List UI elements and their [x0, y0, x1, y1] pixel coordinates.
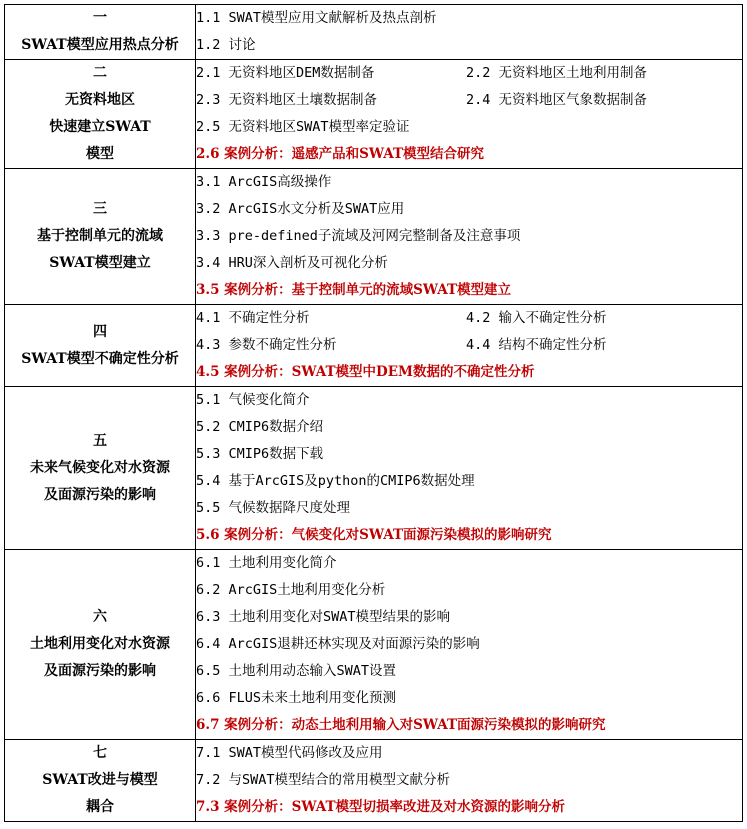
- topic-text: 1.2 讨论: [196, 37, 256, 53]
- topic-text: 2.2 无资料地区土地利用制备: [466, 65, 648, 81]
- topic-text: 3.1 ArcGIS高级操作: [196, 174, 332, 190]
- chapter-title-line: 未来气候变化对水资源: [30, 459, 170, 476]
- chapter-topics: [196, 60, 743, 169]
- chapter-heading: [5, 387, 196, 550]
- chapter-heading: [5, 60, 196, 169]
- case-study-item: [196, 794, 742, 821]
- topic-text: 5.6 案例分析：气候变化对SWAT面源污染模拟的影响研究: [196, 527, 552, 543]
- case-study-item: [196, 277, 742, 304]
- topic-item: [196, 5, 742, 32]
- case-study-item: [196, 522, 742, 549]
- topic-text: 7.3 案例分析：SWAT模型切损率改进及对水资源的影响分析: [196, 799, 566, 815]
- topic-text: 7.2 与SWAT模型结合的常用模型文献分析: [196, 772, 451, 788]
- chapter-row: [5, 305, 743, 387]
- topic-text: 2.5 无资料地区SWAT模型率定验证: [196, 119, 410, 135]
- chapter-topics: [196, 387, 743, 550]
- topic-text: 7.1 SWAT模型代码修改及应用: [196, 745, 383, 761]
- chapter-title-line: 基于控制单元的流域: [37, 228, 163, 244]
- chapter-number: 一: [93, 10, 107, 26]
- chapter-row: [5, 60, 743, 169]
- topic-item: [196, 223, 742, 250]
- chapter-heading: [5, 305, 196, 387]
- chapter-topics: [196, 169, 743, 305]
- chapter-title-line: 土地利用变化对水资源: [30, 636, 170, 652]
- chapter-topics: [196, 550, 743, 740]
- topic-text: 4.4 结构不确定性分析: [466, 337, 607, 353]
- chapter-number: 五: [93, 432, 107, 449]
- topic-text: 1.1 SWAT模型应用文献解析及热点剖析: [196, 10, 437, 26]
- case-study-item: [196, 712, 742, 739]
- chapter-title-line: SWAT模型应用热点分析: [21, 37, 179, 53]
- topic-text: 4.2 输入不确定性分析: [466, 310, 607, 326]
- topic-item: [196, 196, 742, 223]
- topic-item: [196, 658, 742, 685]
- topic-text: 4.1 不确定性分析: [196, 310, 310, 326]
- topic-text: 6.4 ArcGIS退耕还林实现及对面源污染的影响: [196, 636, 480, 652]
- topic-text: 5.4 基于ArcGIS及python的CMIP6数据处理: [196, 473, 475, 489]
- topic-item: [196, 468, 742, 495]
- topic-text: 4.5 案例分析：SWAT模型中DEM数据的不确定性分析: [196, 364, 535, 380]
- topic-text: 5.1 气候变化简介: [196, 392, 310, 408]
- topic-text: 6.6 FLUS未来土地利用变化预测: [196, 690, 397, 706]
- topic-item: [196, 550, 742, 577]
- chapter-heading: [5, 550, 196, 740]
- topic-item: [196, 495, 742, 522]
- chapter-row: [5, 387, 743, 550]
- chapter-title-line: SWAT模型不确定性分析: [21, 350, 179, 367]
- chapter-number: 七: [93, 745, 107, 761]
- case-study-item: [196, 359, 742, 386]
- topic-item: [196, 604, 742, 631]
- topic-item: [196, 114, 742, 141]
- topic-item: [196, 577, 742, 604]
- topic-text: 4.3 参数不确定性分析: [196, 337, 337, 353]
- topic-text: 2.1 无资料地区DEM数据制备: [196, 65, 375, 81]
- topic-item: [196, 414, 742, 441]
- chapter-title-line: SWAT改进与模型: [42, 772, 158, 788]
- topic-item: [196, 332, 742, 359]
- topic-text: 5.3 CMIP6数据下载: [196, 446, 324, 462]
- chapter-row: [5, 5, 743, 60]
- course-outline-table: [4, 4, 743, 822]
- topic-text: 5.5 气候数据降尺度处理: [196, 500, 351, 516]
- topic-text: 6.7 案例分析：动态土地利用输入对SWAT面源污染模拟的影响研究: [196, 717, 606, 733]
- topic-text: 6.5 土地利用动态输入SWAT设置: [196, 663, 397, 679]
- chapter-heading: [5, 169, 196, 305]
- topic-item: [196, 250, 742, 277]
- chapter-title-line: SWAT模型建立: [49, 255, 151, 271]
- topic-item: [196, 387, 742, 414]
- chapter-title-line: 及面源污染的影响: [44, 663, 156, 679]
- chapter-number: 二: [93, 65, 107, 81]
- topic-item: [196, 631, 742, 658]
- topic-text: 6.3 土地利用变化对SWAT模型结果的影响: [196, 609, 451, 625]
- topic-text: 3.2 ArcGIS水文分析及SWAT应用: [196, 201, 405, 217]
- topic-item: [196, 767, 742, 794]
- chapter-topics: [196, 740, 743, 822]
- chapter-number: 六: [93, 609, 107, 625]
- topic-item: [196, 740, 742, 767]
- chapter-title-line: 无资料地区: [65, 92, 135, 108]
- topic-text: 2.4 无资料地区气象数据制备: [466, 92, 648, 108]
- topic-item: [196, 60, 742, 87]
- chapter-number: 四: [93, 323, 107, 340]
- outline-body: [5, 5, 743, 822]
- topic-text: 6.1 土地利用变化简介: [196, 555, 337, 571]
- chapter-number: 三: [93, 201, 107, 217]
- topic-item: [196, 441, 742, 468]
- topic-text: 3.5 案例分析：基于控制单元的流域SWAT模型建立: [196, 282, 512, 298]
- topic-item: [196, 169, 742, 196]
- topic-item: [196, 32, 742, 59]
- topic-item: [196, 685, 742, 712]
- topic-text: 3.3 pre-defined子流域及河网完整制备及注意事项: [196, 228, 521, 244]
- chapter-row: [5, 550, 743, 740]
- topic-text: 2.6 案例分析：遥感产品和SWAT模型结合研究: [196, 146, 485, 162]
- topic-item: [196, 87, 742, 114]
- chapter-title-line: 快速建立SWAT: [49, 119, 151, 135]
- topic-item: [196, 305, 742, 332]
- topic-text: 5.2 CMIP6数据介绍: [196, 419, 324, 435]
- case-study-item: [196, 141, 742, 168]
- chapter-heading: [5, 740, 196, 822]
- chapter-title-line: 模型: [86, 146, 114, 162]
- chapter-topics: [196, 5, 743, 60]
- topic-text: 2.3 无资料地区土壤数据制备: [196, 92, 378, 108]
- chapter-title-line: 耦合: [86, 799, 114, 815]
- chapter-heading: [5, 5, 196, 60]
- chapter-title-line: 及面源污染的影响: [44, 486, 156, 503]
- topic-text: 3.4 HRU深入剖析及可视化分析: [196, 255, 388, 271]
- chapter-row: [5, 740, 743, 822]
- topic-text: 6.2 ArcGIS土地利用变化分析: [196, 582, 386, 598]
- chapter-row: [5, 169, 743, 305]
- chapter-topics: [196, 305, 743, 387]
